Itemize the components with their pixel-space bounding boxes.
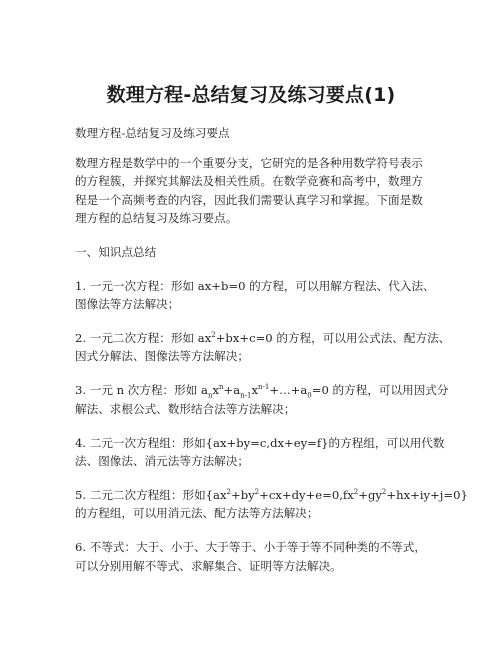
item-5-line-1 xyxy=(75,488,468,502)
item-4-line-2: 法、图像法、消元法等方法解决； xyxy=(75,454,249,468)
item-1-line-1: 1. 一元一次方程：形如 ax+b=0 的方程，可以用解方程法、代入法、 xyxy=(75,279,435,293)
item-3-text-5: +…+a xyxy=(269,383,308,397)
item-3-line-1 xyxy=(75,383,449,400)
item-3-sub-1: n xyxy=(207,391,213,400)
intro-line-3: 程是一个高频考查的内容，因此我们需要认真学习和掌握。下面是数 xyxy=(75,193,423,207)
item-5-sup-2: 2 xyxy=(254,488,260,497)
item-5-text-c: +cx+dy+e=0,fx xyxy=(259,488,354,502)
item-2-exponent: 2 xyxy=(211,331,216,340)
item-3-text-2: x xyxy=(212,383,219,397)
item-2-line-2: 因式分解法、图像法等方法解决； xyxy=(75,349,249,363)
item-6-line-1: 6. 不等式：大于、小于、大于等于、小于等于等不同种类的不等式， xyxy=(75,540,426,554)
intro-line-2: 的方程簇，并探究其解法及相关性质。在数学竞赛和高考中，数理方 xyxy=(75,174,423,188)
item-5-sup-3: 2 xyxy=(353,488,359,497)
item-3-text-6: =0 的方程，可以用因式分 xyxy=(311,383,449,397)
document-title: 数理方程-总结复习及练习要点(1) xyxy=(106,84,396,106)
item-4-line-1: 4. 二元一次方程组：形如{ax+by=c,dx+ey=f}的方程组，可以用代数 xyxy=(75,436,445,450)
item-3-sup-1: n xyxy=(219,383,224,392)
intro-line-4: 理方程的总结复习及练习要点。 xyxy=(75,211,238,225)
item-2-line-1 xyxy=(75,331,450,345)
item-3-line-2: 解法、求根公式、数形结合法等方法解决； xyxy=(75,402,296,416)
item-5-text-e: +hx+iy+j=0} xyxy=(386,488,468,502)
item-2-text-a: 2. 一元二次方程：形如 ax xyxy=(75,331,212,345)
item-5-line-2: 的方程组，可以用消元法、配方法等方法解决； xyxy=(75,506,319,520)
item-5-text-a: 5. 二元二次方程组：形如{ax xyxy=(75,488,227,502)
item-2-text-b: +bx+c=0 的方程，可以用公式法、配方法、 xyxy=(215,331,451,345)
intro-line-1: 数理方程是数学中的一个重要分支，它研究的是各种用数学符号表示 xyxy=(75,156,423,170)
document-subtitle: 数理方程-总结复习及练习要点 xyxy=(75,126,230,140)
item-3-sub-2: n-1 xyxy=(240,391,252,400)
item-5-sup-4: 2 xyxy=(381,488,387,497)
item-5-sup-1: 2 xyxy=(226,488,231,497)
item-5-text-b: +by xyxy=(230,488,255,502)
item-1-line-2: 图像法等方法解决； xyxy=(75,297,180,311)
item-3-sup-2: n-1 xyxy=(258,383,270,392)
item-3-sub-3: 0 xyxy=(307,391,312,400)
item-6-line-2: 可以分别用解不等式、求解集合、证明等方法解决。 xyxy=(75,559,342,573)
item-3-text-1: 3. 一元 n 次方程：形如 a xyxy=(75,383,208,397)
item-3-text-3: +a xyxy=(223,383,241,397)
section-heading: 一、知识点总结 xyxy=(75,245,157,259)
item-3-text-4: x xyxy=(251,383,259,397)
item-5-text-d: +gy xyxy=(358,488,382,502)
